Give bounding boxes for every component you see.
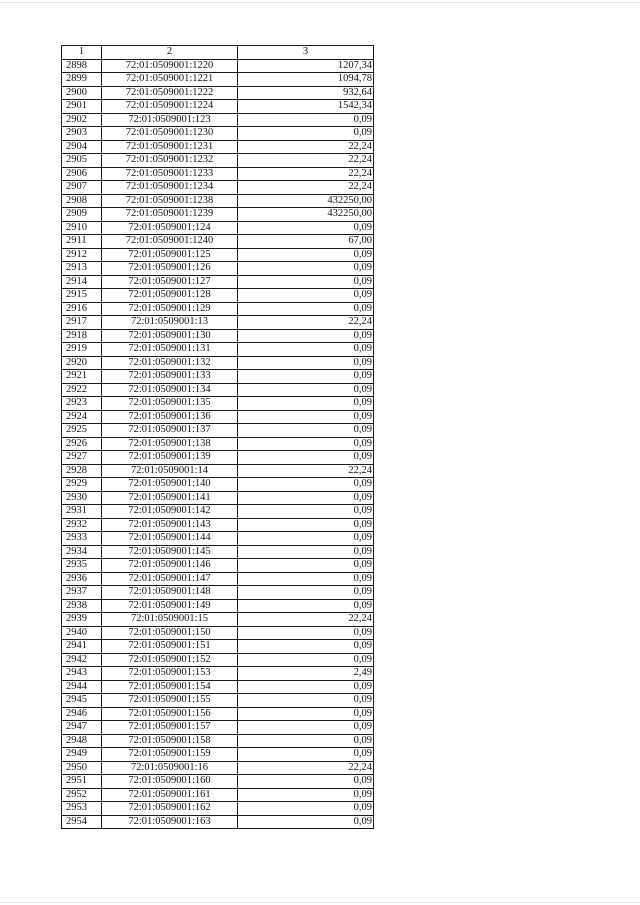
table-row (62, 667, 374, 681)
row-number-cell: 2953 (62, 802, 102, 816)
value-cell: 22,24 (238, 761, 374, 775)
row-number-cell: 2934 (62, 545, 102, 559)
value-cell: 0,09 (238, 572, 374, 586)
table-row (62, 424, 374, 438)
cadastral-number-cell: 72:01:0509001:139 (102, 451, 238, 465)
value-cell: 1207,34 (238, 59, 374, 73)
row-number-cell: 2898 (62, 59, 102, 73)
value-cell: 0,09 (238, 599, 374, 613)
value-cell: 0,09 (238, 343, 374, 357)
row-number-cell: 2951 (62, 775, 102, 789)
cadastral-number-cell: 72:01:0509001:145 (102, 545, 238, 559)
table-row (62, 235, 374, 249)
row-number-cell: 2916 (62, 302, 102, 316)
value-cell: 0,09 (238, 532, 374, 546)
cadastral-number-cell: 72:01:0509001:133 (102, 370, 238, 384)
row-number-cell: 2927 (62, 451, 102, 465)
value-cell: 432250,00 (238, 194, 374, 208)
row-number-cell: 2899 (62, 73, 102, 87)
table-header-row (62, 46, 374, 60)
cadastral-number-cell: 72:01:0509001:154 (102, 680, 238, 694)
row-number-cell: 2913 (62, 262, 102, 276)
table-row (62, 86, 374, 100)
cadastral-number-cell: 72:01:0509001:136 (102, 410, 238, 424)
table-row (62, 100, 374, 114)
cadastral-number-cell: 72:01:0509001:150 (102, 626, 238, 640)
value-cell: 22,24 (238, 167, 374, 181)
row-number-cell: 2939 (62, 613, 102, 627)
table-row (62, 748, 374, 762)
value-cell: 0,09 (238, 437, 374, 451)
value-cell: 0,09 (238, 383, 374, 397)
table-row (62, 397, 374, 411)
row-number-cell: 2921 (62, 370, 102, 384)
value-cell: 0,09 (238, 221, 374, 235)
cadastral-number-cell: 72:01:0509001:124 (102, 221, 238, 235)
value-cell: 22,24 (238, 316, 374, 330)
cadastral-number-cell: 72:01:0509001:134 (102, 383, 238, 397)
cadastral-number-cell: 72:01:0509001:144 (102, 532, 238, 546)
cadastral-number-cell: 72:01:0509001:162 (102, 802, 238, 816)
value-cell: 0,09 (238, 451, 374, 465)
table-row (62, 59, 374, 73)
cadastral-number-cell: 72:01:0509001:1232 (102, 154, 238, 168)
row-number-cell: 2926 (62, 437, 102, 451)
cadastral-number-cell: 72:01:0509001:1231 (102, 140, 238, 154)
value-cell: 0,09 (238, 262, 374, 276)
value-cell: 0,09 (238, 653, 374, 667)
cadastral-number-cell: 72:01:0509001:138 (102, 437, 238, 451)
row-number-cell: 2900 (62, 86, 102, 100)
column-header-1: 1 (62, 46, 102, 60)
row-number-cell: 2908 (62, 194, 102, 208)
cadastral-number-cell: 72:01:0509001:158 (102, 734, 238, 748)
value-cell: 22,24 (238, 140, 374, 154)
table-row (62, 505, 374, 519)
column-header-2: 2 (102, 46, 238, 60)
row-number-cell: 2928 (62, 464, 102, 478)
value-cell: 0,09 (238, 559, 374, 573)
row-number-cell: 2905 (62, 154, 102, 168)
value-cell: 2,49 (238, 667, 374, 681)
table-row (62, 599, 374, 613)
table-row (62, 545, 374, 559)
value-cell: 0,09 (238, 424, 374, 438)
table-row (62, 370, 374, 384)
table-row (62, 815, 374, 829)
cadastral-number-cell: 72:01:0509001:151 (102, 640, 238, 654)
cadastral-number-cell: 72:01:0509001:141 (102, 491, 238, 505)
row-number-cell: 2920 (62, 356, 102, 370)
value-cell: 0,09 (238, 491, 374, 505)
row-number-cell: 2911 (62, 235, 102, 249)
cadastral-number-cell: 72:01:0509001:1234 (102, 181, 238, 195)
row-number-cell: 2942 (62, 653, 102, 667)
cadastral-number-cell: 72:01:0509001:140 (102, 478, 238, 492)
table-row (62, 802, 374, 816)
row-number-cell: 2924 (62, 410, 102, 424)
value-cell: 0,09 (238, 505, 374, 519)
scan-edge-line (0, 902, 640, 903)
scan-edge-line (0, 2, 640, 3)
table-row (62, 113, 374, 127)
cadastral-number-cell: 72:01:0509001:159 (102, 748, 238, 762)
row-number-cell: 2954 (62, 815, 102, 829)
row-number-cell: 2925 (62, 424, 102, 438)
row-number-cell: 2932 (62, 518, 102, 532)
table-row (62, 275, 374, 289)
table-row (62, 167, 374, 181)
value-cell: 0,09 (238, 734, 374, 748)
cadastral-number-cell: 72:01:0509001:13 (102, 316, 238, 330)
value-cell: 0,09 (238, 478, 374, 492)
value-cell: 22,24 (238, 613, 374, 627)
table-row (62, 410, 374, 424)
value-cell: 1542,34 (238, 100, 374, 114)
table-row (62, 680, 374, 694)
cadastral-number-cell: 72:01:0509001:131 (102, 343, 238, 357)
table-row (62, 221, 374, 235)
cadastral-number-cell: 72:01:0509001:142 (102, 505, 238, 519)
table-row (62, 73, 374, 87)
cadastral-number-cell: 72:01:0509001:148 (102, 586, 238, 600)
value-cell: 0,09 (238, 329, 374, 343)
row-number-cell: 2904 (62, 140, 102, 154)
value-cell: 0,09 (238, 397, 374, 411)
value-cell: 0,09 (238, 275, 374, 289)
value-cell: 22,24 (238, 181, 374, 195)
cadastral-number-cell: 72:01:0509001:160 (102, 775, 238, 789)
value-cell: 0,09 (238, 127, 374, 141)
table-row (62, 127, 374, 141)
value-cell: 932,64 (238, 86, 374, 100)
table-row (62, 316, 374, 330)
value-cell: 432250,00 (238, 208, 374, 222)
row-number-cell: 2923 (62, 397, 102, 411)
value-cell: 0,09 (238, 694, 374, 708)
row-number-cell: 2933 (62, 532, 102, 546)
value-cell: 0,09 (238, 680, 374, 694)
cadastral-number-cell: 72:01:0509001:1233 (102, 167, 238, 181)
row-number-cell: 2912 (62, 248, 102, 262)
cadastral-number-cell: 72:01:0509001:1239 (102, 208, 238, 222)
cadastral-number-cell: 72:01:0509001:14 (102, 464, 238, 478)
cadastral-number-cell: 72:01:0509001:129 (102, 302, 238, 316)
row-number-cell: 2917 (62, 316, 102, 330)
cadastral-number-cell: 72:01:0509001:1221 (102, 73, 238, 87)
cadastral-number-cell: 72:01:0509001:1220 (102, 59, 238, 73)
cadastral-number-cell: 72:01:0509001:147 (102, 572, 238, 586)
cadastral-number-cell: 72:01:0509001:135 (102, 397, 238, 411)
row-number-cell: 2918 (62, 329, 102, 343)
table-row (62, 181, 374, 195)
cadastral-number-cell: 72:01:0509001:1222 (102, 86, 238, 100)
table-row (62, 154, 374, 168)
row-number-cell: 2946 (62, 707, 102, 721)
row-number-cell: 2915 (62, 289, 102, 303)
cadastral-number-cell: 72:01:0509001:161 (102, 788, 238, 802)
table-row (62, 383, 374, 397)
row-number-cell: 2902 (62, 113, 102, 127)
table-row (62, 694, 374, 708)
value-cell: 0,09 (238, 748, 374, 762)
table-row (62, 559, 374, 573)
value-cell: 0,09 (238, 113, 374, 127)
cadastral-number-cell: 72:01:0509001:149 (102, 599, 238, 613)
value-cell: 0,09 (238, 788, 374, 802)
row-number-cell: 2922 (62, 383, 102, 397)
cadastral-number-cell: 72:01:0509001:15 (102, 613, 238, 627)
row-number-cell: 2949 (62, 748, 102, 762)
cadastral-number-cell: 72:01:0509001:1224 (102, 100, 238, 114)
row-number-cell: 2914 (62, 275, 102, 289)
value-cell: 67,00 (238, 235, 374, 249)
row-number-cell: 2906 (62, 167, 102, 181)
row-number-cell: 2952 (62, 788, 102, 802)
table-row (62, 302, 374, 316)
table-row (62, 761, 374, 775)
row-number-cell: 2940 (62, 626, 102, 640)
value-cell: 0,09 (238, 289, 374, 303)
table-row (62, 775, 374, 789)
value-cell: 0,09 (238, 370, 374, 384)
table-row (62, 140, 374, 154)
cadastral-number-cell: 72:01:0509001:146 (102, 559, 238, 573)
row-number-cell: 2943 (62, 667, 102, 681)
table-row (62, 451, 374, 465)
row-number-cell: 2919 (62, 343, 102, 357)
row-number-cell: 2907 (62, 181, 102, 195)
cadastral-number-cell: 72:01:0509001:137 (102, 424, 238, 438)
table-row (62, 491, 374, 505)
cadastral-number-cell: 72:01:0509001:16 (102, 761, 238, 775)
value-cell: 0,09 (238, 302, 374, 316)
row-number-cell: 2935 (62, 559, 102, 573)
cadastral-number-cell: 72:01:0509001:125 (102, 248, 238, 262)
table-row (62, 640, 374, 654)
table-row (62, 262, 374, 276)
table-row (62, 437, 374, 451)
cadastral-number-cell: 72:01:0509001:163 (102, 815, 238, 829)
row-number-cell: 2930 (62, 491, 102, 505)
cadastral-number-cell: 72:01:0509001:153 (102, 667, 238, 681)
table-row (62, 572, 374, 586)
row-number-cell: 2945 (62, 694, 102, 708)
value-cell: 1094,78 (238, 73, 374, 87)
value-cell: 0,09 (238, 775, 374, 789)
table-row (62, 518, 374, 532)
row-number-cell: 2938 (62, 599, 102, 613)
row-number-cell: 2941 (62, 640, 102, 654)
row-number-cell: 2936 (62, 572, 102, 586)
value-cell: 0,09 (238, 707, 374, 721)
cadastral-number-cell: 72:01:0509001:143 (102, 518, 238, 532)
table-row (62, 343, 374, 357)
value-cell: 0,09 (238, 410, 374, 424)
value-cell: 0,09 (238, 721, 374, 735)
table-row (62, 734, 374, 748)
table-row (62, 289, 374, 303)
table-row (62, 478, 374, 492)
table-row (62, 788, 374, 802)
table-row (62, 464, 374, 478)
cadastral-number-cell: 72:01:0509001:157 (102, 721, 238, 735)
value-cell: 0,09 (238, 640, 374, 654)
value-cell: 0,09 (238, 356, 374, 370)
cadastral-number-cell: 72:01:0509001:1238 (102, 194, 238, 208)
row-number-cell: 2950 (62, 761, 102, 775)
cadastral-number-cell: 72:01:0509001:1240 (102, 235, 238, 249)
value-cell: 0,09 (238, 586, 374, 600)
value-cell: 0,09 (238, 815, 374, 829)
cadastral-number-cell: 72:01:0509001:130 (102, 329, 238, 343)
cadastral-number-cell: 72:01:0509001:132 (102, 356, 238, 370)
table-row (62, 329, 374, 343)
row-number-cell: 2948 (62, 734, 102, 748)
table-row (62, 586, 374, 600)
table-row (62, 613, 374, 627)
row-number-cell: 2944 (62, 680, 102, 694)
cadastral-number-cell: 72:01:0509001:128 (102, 289, 238, 303)
cadastral-number-cell: 72:01:0509001:1230 (102, 127, 238, 141)
table-body (62, 59, 374, 829)
value-cell: 22,24 (238, 154, 374, 168)
cadastral-table (61, 45, 374, 829)
row-number-cell: 2901 (62, 100, 102, 114)
cadastral-number-cell: 72:01:0509001:123 (102, 113, 238, 127)
column-header-3: 3 (238, 46, 374, 60)
table-row (62, 626, 374, 640)
cadastral-number-cell: 72:01:0509001:152 (102, 653, 238, 667)
row-number-cell: 2947 (62, 721, 102, 735)
cadastral-number-cell: 72:01:0509001:156 (102, 707, 238, 721)
cadastral-number-cell: 72:01:0509001:127 (102, 275, 238, 289)
value-cell: 22,24 (238, 464, 374, 478)
row-number-cell: 2910 (62, 221, 102, 235)
table-row (62, 653, 374, 667)
value-cell: 0,09 (238, 518, 374, 532)
table-row (62, 208, 374, 222)
value-cell: 0,09 (238, 545, 374, 559)
table-row (62, 532, 374, 546)
value-cell: 0,09 (238, 802, 374, 816)
row-number-cell: 2929 (62, 478, 102, 492)
cadastral-number-cell: 72:01:0509001:126 (102, 262, 238, 276)
table-row (62, 721, 374, 735)
value-cell: 0,09 (238, 626, 374, 640)
row-number-cell: 2903 (62, 127, 102, 141)
table-row (62, 248, 374, 262)
row-number-cell: 2931 (62, 505, 102, 519)
value-cell: 0,09 (238, 248, 374, 262)
row-number-cell: 2909 (62, 208, 102, 222)
cadastral-number-cell: 72:01:0509001:155 (102, 694, 238, 708)
row-number-cell: 2937 (62, 586, 102, 600)
table-row (62, 707, 374, 721)
table-row (62, 356, 374, 370)
table-row (62, 194, 374, 208)
